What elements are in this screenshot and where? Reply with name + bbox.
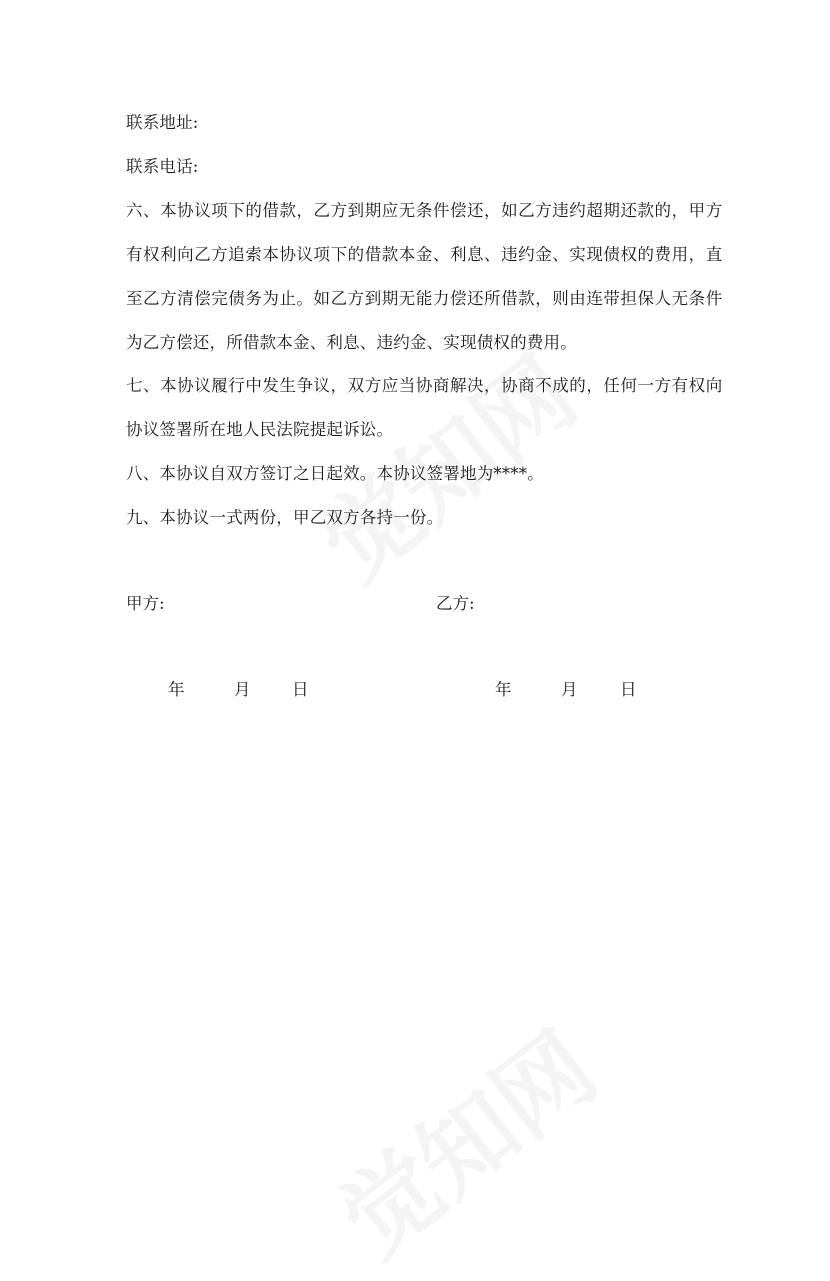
watermark [308, 996, 619, 1281]
clause-six-line: 六、本协议项下的借款，乙方到期应无条件偿还，如乙方违约超期还款的，甲方 [126, 201, 723, 220]
clause-six-line: 有权利向乙方追索本协议项下的借款本金、利息、违约金、实现债权的费用，直 [126, 245, 723, 264]
party-a-year: 年 [168, 680, 185, 699]
party-a-month: 月 [234, 680, 251, 699]
clause-eight: 八、本协议自双方签订之日起效。本协议签署地为****。 [126, 464, 544, 483]
party-b-day: 日 [620, 680, 637, 699]
clause-seven-line: 协议签署所在地人民法院提起诉讼。 [126, 420, 394, 439]
contact-phone-label: 联系电话: [126, 157, 199, 176]
clause-seven-line: 七、本协议履行中发生争议，双方应当协商解决，协商不成的，任何一方有权向 [126, 376, 723, 395]
clause-six-line: 为乙方偿还，所借款本金、利息、违约金、实现债权的费用。 [126, 333, 577, 352]
contact-address-label: 联系地址: [126, 113, 199, 132]
party-a-label: 甲方: [126, 594, 165, 613]
party-b-label: 乙方: [436, 594, 475, 613]
party-b-year: 年 [495, 680, 512, 699]
clause-six-line: 至乙方清偿完债务为止。如乙方到期无能力偿还所借款，则由连带担保人无条件 [126, 289, 723, 308]
clause-nine: 九、本协议一式两份，甲乙双方各持一份。 [126, 508, 444, 527]
party-a-day: 日 [292, 680, 309, 699]
party-b-month: 月 [561, 680, 578, 699]
